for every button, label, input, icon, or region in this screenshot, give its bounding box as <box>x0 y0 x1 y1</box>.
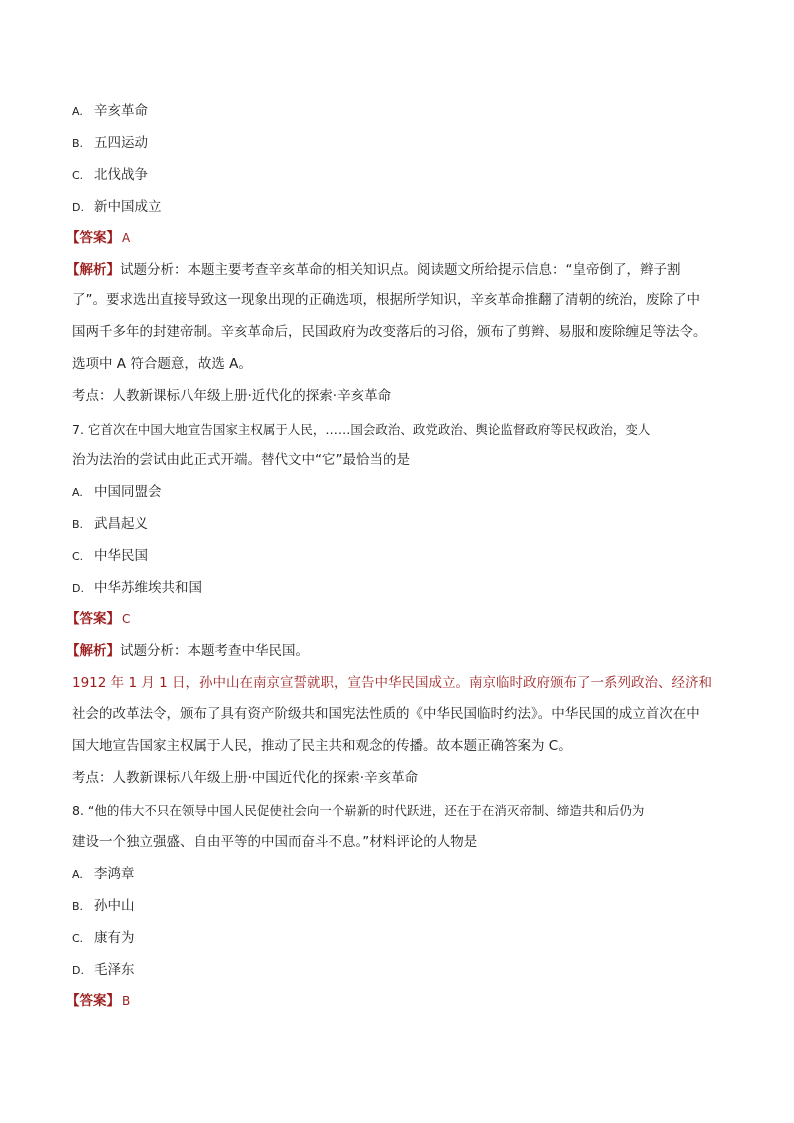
q7-analysis-line-3: 社会的改革法令，颁布了具有资产阶级共和国宪法性质的《中华民国临时约法》。中华民国的成立首次在中 <box>72 706 700 722</box>
q7-kaodian: 考点：人教新课标八年级上册·中国近代化的探索·辛亥革命 <box>72 770 419 786</box>
q7-analysis-line-2: 1912 年 1 月 1 日，孙中山在南京宣誓就职，宣告中华民国成立。南京临时政府颁布了一系列政治、经济和 <box>72 675 712 691</box>
q8-answer: 【答案】 B <box>66 993 131 1009</box>
q6-analysis-line-2: 了”。要求选出直接导致这一现象出现的正确选项，根据所学知识，辛亥革命推翻了清朝的统治，废除了中 <box>72 292 700 308</box>
q6-analysis-line-3: 国两千多年的封建帝制。辛亥革命后，民国政府为改变落后的习俗，颁布了剪辫、易服和废除缠足等法令。 <box>72 324 707 340</box>
q6-analysis-line-1: 【解析】试题分析：本题主要考查辛亥革命的相关知识点。阅读题文所给提示信息：“皇帝倒了，辫子割 <box>66 262 681 278</box>
q6-option-d: D. 新中国成立 <box>72 199 162 215</box>
q6-answer: 【答案】 A <box>66 230 131 246</box>
q8-option-d: D. 毛泽东 <box>72 962 135 978</box>
q6-option-c: C. 北伐战争 <box>72 167 148 183</box>
q6-analysis-line-4: 选项中 A 符合题意，故选 A。 <box>72 356 252 372</box>
q8-stem-line-1: 8. “他的伟大不只在领导中国人民促使社会向一个崭新的时代跃进，还在于在消灭帝制、缔造共和后仍为 <box>72 803 645 818</box>
q7-stem-line-1: 7. 它首次在中国大地宣告国家主权属于人民，……国会政治、政党政治、舆论监督政府等民权政治，变人 <box>72 422 651 437</box>
q7-option-b: B. 武昌起义 <box>72 516 148 532</box>
q8-option-a: A. 李鸿章 <box>72 866 135 882</box>
q8-stem-line-2: 建设一个独立强盛、自由平等的中国而奋斗不息。”材料评论的人物是 <box>72 834 478 850</box>
q7-option-a: A. 中国同盟会 <box>72 484 162 500</box>
q6-option-a: A. 辛亥革命 <box>72 103 148 119</box>
q7-analysis-line-4: 国大地宣告国家主权属于人民，推动了民主共和观念的传播。故本题正确答案为 C。 <box>72 738 572 754</box>
q7-answer: 【答案】 C <box>66 611 131 627</box>
q6-kaodian: 考点：人教新课标八年级上册·近代化的探索·辛亥革命 <box>72 388 392 404</box>
q8-option-c: C. 康有为 <box>72 930 135 946</box>
q7-option-d: D. 中华苏维埃共和国 <box>72 580 202 596</box>
q7-option-c: C. 中华民国 <box>72 548 148 564</box>
q6-option-b: B. 五四运动 <box>72 135 148 151</box>
q8-option-b: B. 孙中山 <box>72 898 135 914</box>
q7-analysis-line-1: 【解析】试题分析：本题考查中华民国。 <box>66 643 309 659</box>
q7-stem-line-2: 治为法治的尝试由此正式开端。替代文中“它”最恰当的是 <box>72 452 410 468</box>
